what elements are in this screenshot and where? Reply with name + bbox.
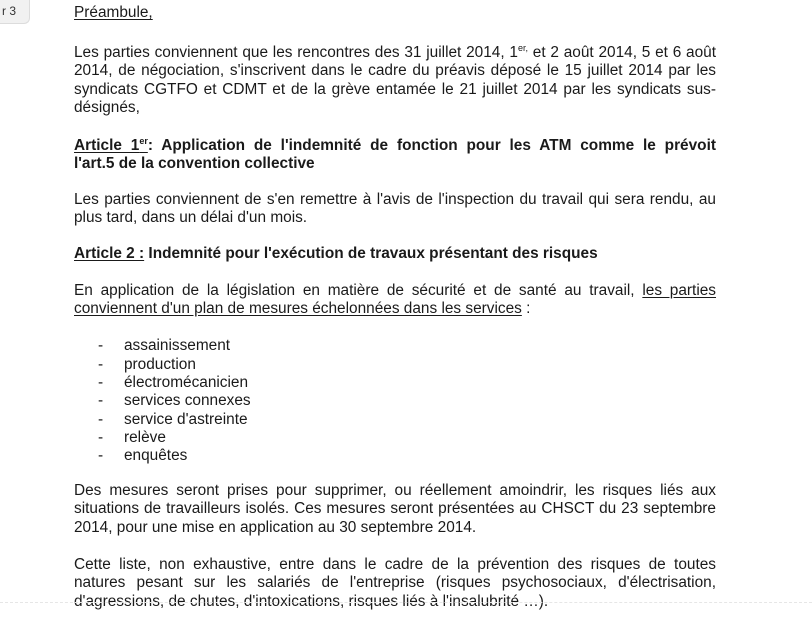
- preamble-paragraph: [74, 44, 716, 118]
- scope-line-2: natures pesant sur les salariés de l'entreprise (risques psychosociaux, d'électrisation,: [74, 574, 716, 592]
- measures-paragraph: [74, 482, 716, 537]
- measures-line-3: 2014, pour une mise en application au 30 septembre 2014.: [74, 518, 477, 536]
- article-1-heading-line-1: Article 1er: Application de l'indemnité de fonction pour les ATM comme le prévoit: [74, 136, 716, 154]
- preamble-title: Préambule,: [74, 4, 153, 21]
- preamble-line-2: 2014, de négociation, s'inscrivent dans le cadre du préavis déposé le 15 juillet 2014 par les: [74, 62, 716, 80]
- page-break-line: [0, 602, 812, 603]
- article-1-label: Article 1er: [74, 136, 148, 154]
- article-1-heading-line-2: l'art.5 de la convention collective: [74, 155, 315, 173]
- article-2-label: Article 2 :: [74, 245, 145, 262]
- article-2-intro: [74, 282, 716, 319]
- measures-line-1: Des mesures seront prises pour supprimer, ou réellement amoindrir, les risques liés aux: [74, 482, 716, 499]
- dash-bullet: -: [98, 337, 104, 354]
- dash-bullet: -: [98, 410, 104, 428]
- dash-bullet: -: [98, 374, 104, 391]
- superscript: er,: [517, 43, 528, 53]
- page-number-tab[interactable]: r 3: [0, 0, 30, 24]
- scope-line-1: Cette liste, non exhaustive, entre dans le cadre de la prévention des risques de toutes: [74, 556, 716, 573]
- dash-bullet: -: [98, 447, 104, 464]
- preamble-line-4: désignés,: [74, 99, 140, 117]
- article-1-heading: [74, 137, 716, 174]
- preamble-line-3: syndicats CGTFO et CDMT et de la grève entamée le 21 juillet 2014 par les syndicats sus-: [74, 80, 716, 98]
- dash-bullet: -: [98, 355, 104, 373]
- dash-bullet: -: [98, 392, 104, 409]
- article-2-heading: Article 2 : Indemnité pour l'exécution de travaux présentant des risques: [74, 245, 598, 262]
- article-1-body: [74, 191, 716, 228]
- dash-bullet: -: [98, 429, 104, 446]
- measures-line-2: situations de travailleurs isolés. Ces mesures seront présentées au CHSCT du 23 septembre: [74, 500, 716, 518]
- article-2-intro-line-1: En application de la législation en matière de sécurité et de santé au travail, les parties: [74, 282, 716, 299]
- preamble-line-1: Les parties conviennent que les rencontres des 31 juillet 2014, $1^{er,}$ et 2 août 2014, 5 et 6 août: [74, 43, 717, 61]
- article-1-body-line-1: Les parties conviennent de s'en remettre à l'avis de l'inspection du travail qui sera rendu, au: [74, 191, 716, 208]
- article-1-body-line-2: plus tard, dans un délai d'un mois.: [74, 209, 308, 227]
- article-2-intro-line-2: conviennent d'un plan de mesures échelonnées dans les services :: [74, 300, 531, 318]
- scope-line-3: d'agressions, de chutes, d'intoxications, risques liés à l'insalubrité …).: [74, 592, 549, 610]
